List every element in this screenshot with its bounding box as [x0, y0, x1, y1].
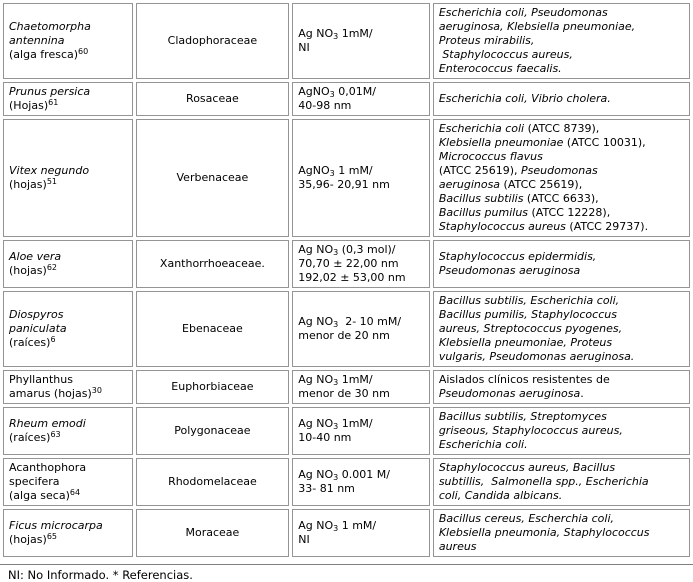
table-row	[3, 240, 690, 288]
plant-name-cell: Aloe vera (hojas)$^{62}$	[3, 240, 133, 288]
microorganisms-cell: Escherichia coli, Vibrio cholera.	[433, 82, 690, 116]
family-cell: Rhodomelaceae	[136, 458, 290, 506]
agno3-concentration-size-cell: Ag $NO_3$ 1mM/ 10-40 nm	[292, 407, 430, 455]
agno3-concentration-size-cell: Ag $NO_3$ 0.001 M/ 33- 81 nm	[292, 458, 430, 506]
family-cell: Xanthorrhoeaceae.	[136, 240, 290, 288]
table-row	[3, 458, 690, 506]
family-cell: Moraceae	[136, 509, 290, 557]
microorganisms-cell: Escherichia coli (ATCC 8739), Klebsiella pneumoniae (ATCC 10031), Micrococcus flavus (ATCC 25619), Pseudomonas aeruginosa (ATCC 25619), Bacillus subtilis (ATCC 6633), Bacillus pumilus (ATCC 12228), Staphylococcus aureus (ATCC 29737).	[433, 119, 690, 237]
plant-name-cell: Vitex negundo (hojas)$^{51}$	[3, 119, 133, 237]
plant-name-cell: Prunus persica (Hojas)$^{61}$	[3, 82, 133, 116]
table-row	[3, 407, 690, 455]
plant-name-cell: Ficus microcarpa (hojas)$^{65}$	[3, 509, 133, 557]
family-cell: Cladophoraceae	[136, 3, 290, 79]
microorganisms-cell: Staphylococcus aureus, Bacillus subtillis, Salmonella spp., Escherichia coli, Candida albicans.	[433, 458, 690, 506]
table-footnote: NI: No Informado. * Referencias.	[8, 568, 193, 582]
family-cell: Euphorbiaceae	[136, 370, 290, 404]
table-row	[3, 291, 690, 367]
microorganisms-cell: Staphylococcus epidermidis, Pseudomonas aeruginosa	[433, 240, 690, 288]
agno3-concentration-size-cell: Ag $NO_3$ 1mM/ menor de 30 nm	[292, 370, 430, 404]
plant-name-cell: Phyllanthus amarus (hojas)$^{30}$	[3, 370, 133, 404]
table-row	[3, 509, 690, 557]
microorganisms-cell: Aislados clínicos resistentes de Pseudomonas aeruginosa.	[433, 370, 690, 404]
table-row	[3, 370, 690, 404]
microorganisms-cell: Bacillus cereus, Escherchia coli, Klebsiella pneumonia, Staphylococcus aureus	[433, 509, 690, 557]
agno3-concentration-size-cell: Ag $NO_3$ (0,3 mol)/ 70,70 ± 22,00 nm 192,02 ± 53,00 nm	[292, 240, 430, 288]
family-cell: Ebenaceae	[136, 291, 290, 367]
agno3-concentration-size-cell: Ag $NO_3$ 1mM/ NI	[292, 3, 430, 79]
microorganisms-cell: Escherichia coli, Pseudomonas aeruginosa, Klebsiella pneumoniae, Proteus mirabilis, Staphylococcus aureus, Enterococcus faecalis.	[433, 3, 690, 79]
plant-name-cell: Chaetomorpha antennina (alga fresca)$^{60}$	[3, 3, 133, 79]
microorganisms-cell: Bacillus subtilis, Escherichia coli, Bacillus pumilis, Staphylococcus aureus, Streptococcus pyogenes, Klebsiella pneumoniae, Proteus vulgaris, Pseudomonas aeruginosa.	[433, 291, 690, 367]
agno3-concentration-size-cell: Ag $NO_3$ 1 mM/ NI	[292, 509, 430, 557]
microorganisms-cell: Bacillus subtilis, Streptomyces griseous, Staphylococcus aureus, Escherichia coli.	[433, 407, 690, 455]
table-row	[3, 3, 690, 79]
plant-name-cell: Acanthophora specifera (alga seca)$^{64}$	[3, 458, 133, 506]
plant-name-cell: Rheum emodi (raíces)$^{63}$	[3, 407, 133, 455]
table-body	[3, 3, 690, 557]
table-row	[3, 119, 690, 237]
family-cell: Polygonaceae	[136, 407, 290, 455]
table-row	[3, 82, 690, 116]
agno3-concentration-size-cell: Ag $NO_3$ 2- 10 mM/ menor de 20 nm	[292, 291, 430, 367]
plant-name-cell: Diospyros paniculata (raíces)$^6$	[3, 291, 133, 367]
agno3-concentration-size-cell: AgNO$_3$ 1 mM/ 35,96- 20,91 nm	[292, 119, 430, 237]
agno3-concentration-size-cell: AgNO$_3$ 0,01M/ 40-98 nm	[292, 82, 430, 116]
family-cell: Verbenaceae	[136, 119, 290, 237]
family-cell: Rosaceae	[136, 82, 290, 116]
